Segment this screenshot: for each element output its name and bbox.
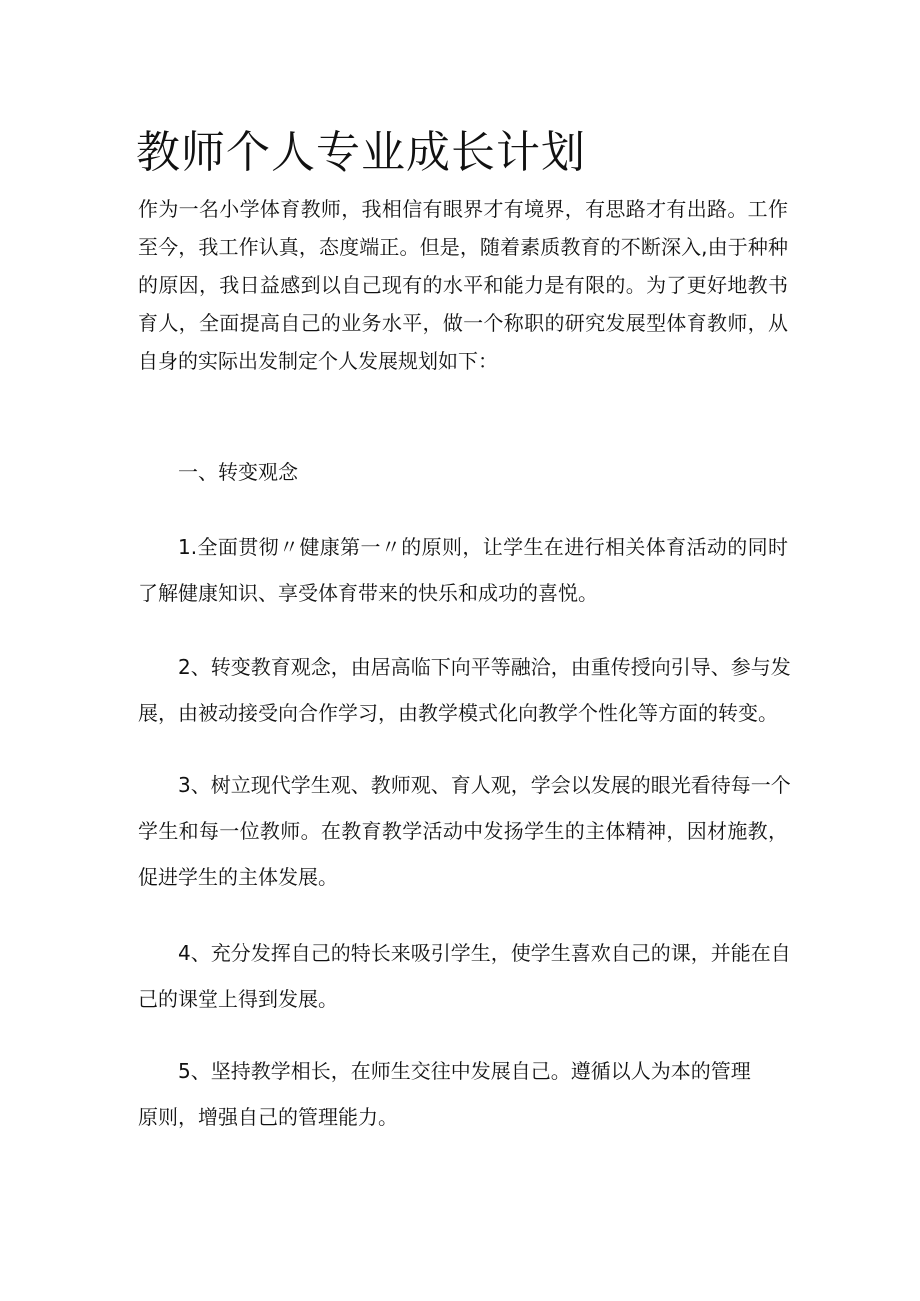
item-line: 学生和每一位教师。在教育教学活动中发扬学生的主体精神，因材施教，: [138, 819, 788, 843]
section-heading: [138, 453, 788, 491]
list-item: [138, 648, 791, 740]
item-line: 4、充分发挥自己的特长来吸引学生，使学生喜欢自己的课，并能在自: [178, 941, 791, 965]
list-item: [138, 528, 788, 620]
intro-line: 至今，我工作认真，态度端正。但是，随着素质教育的不断深入,由于种种: [138, 235, 788, 259]
item-line: 原则，增强自己的管理能力。: [138, 1105, 398, 1129]
item-line: 展，由被动接受向合作学习，由教学模式化向教学个性化等方面的转变。: [138, 701, 778, 725]
page-title: 教师个人专业成长计划: [136, 127, 586, 178]
list-item: [138, 766, 791, 904]
intro-paragraph: [138, 190, 788, 380]
item-line: 2、转变教育观念，由居高临下向平等融洽，由重传授向引导、参与发: [178, 655, 791, 679]
list-item: [138, 934, 791, 1026]
list-item: [138, 1052, 788, 1144]
item-line: 1.全面贯彻〃健康第一〃的原则，让学生在进行相关体育活动的同时: [178, 535, 788, 559]
intro-line: 作为一名小学体育教师，我相信有眼界才有境界，有思路才有出路。工作: [138, 197, 788, 221]
item-line: 促进学生的主体发展。: [138, 865, 338, 889]
intro-line: 育人，全面提高自己的业务水平，做一个称职的研究发展型体育教师，从: [138, 311, 788, 335]
item-line: 己的课堂上得到发展。: [138, 987, 338, 1011]
section-heading-text: 一、转变观念: [178, 460, 298, 484]
intro-line: 的原因，我日益感到以自己现有的水平和能力是有限的。为了更好地教书: [138, 273, 788, 297]
intro-line: 自身的实际出发制定个人发展规划如下：: [138, 349, 498, 373]
item-line: 了解健康知识、享受体育带来的快乐和成功的喜悦。: [138, 581, 598, 605]
item-line: 5、坚持教学相长，在师生交往中发展自己。遵循以人为本的管理: [178, 1059, 751, 1083]
item-line: 3、树立现代学生观、教师观、育人观，学会以发展的眼光看待每一个: [178, 773, 791, 797]
